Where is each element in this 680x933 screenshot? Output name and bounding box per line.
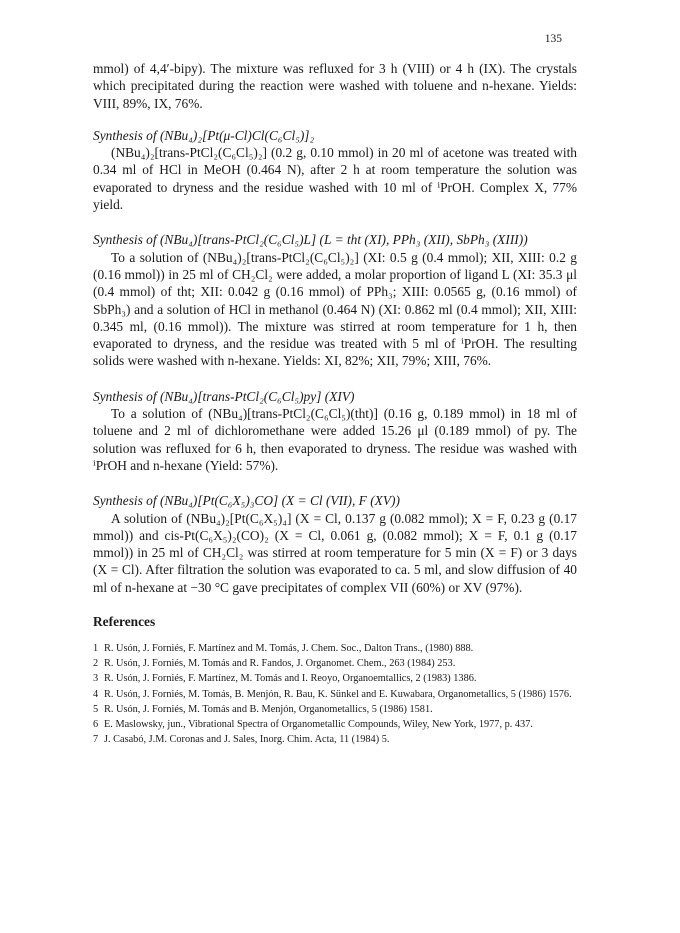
section-2 (93, 231, 577, 369)
reference-item: 2 R. Usón, J. Forniés, M. Tomás and R. Fandos, J. Organomet. Chem., 263 (1984) 253. (93, 658, 456, 670)
reference-item: 7 J. Casabó, J.M. Coronas and J. Sales, Inorg. Chim. Acta, 11 (1984) 5. (93, 734, 390, 746)
reference-item: 4 R. Usón, J. Forniés, M. Tomás, B. Menjón, R. Bau, K. Sünkel and E. Kuwabara, Organometallics, 5 (1986) 1576. (93, 688, 572, 700)
section-heading: Synthesis of (NBu₄)[trans-PtCl₂(C₆Cl₅)L] (L = tht (XI), PPh₃ (XII), SbPh₃ (XIII)) (93, 232, 528, 248)
section-3 (93, 388, 577, 474)
references-list (93, 642, 577, 747)
section-heading: Synthesis of (NBu₄)₂[Pt(μ-Cl)Cl(C₆Cl₅)]₂ (93, 127, 315, 143)
page-number: 135 (544, 33, 562, 45)
section-4 (93, 492, 577, 596)
reference-item: 6 E. Maslowsky, jun., Vibrational Spectra of Organometallic Compounds, Wiley, New York, 1977, p. 437. (93, 719, 533, 731)
section-heading: Synthesis of (NBu₄)[trans-PtCl₂(C₆Cl₅)py] (XIV) (93, 388, 355, 404)
reference-item: 5 R. Usón, J. Forniés, M. Tomás and B. Menjón, Organometallics, 5 (1986) 1581. (93, 703, 433, 715)
intro-paragraph: mmol) of 4,4′-bipy). The mixture was refluxed for 3 h (VIII) or 4 h (IX). The crystals which precipitated during the reaction were washed with toluene and n-hexane. Yields: VIII, 89%, IX, 76%. (93, 61, 577, 111)
references-title: References (93, 614, 156, 630)
article-body (93, 60, 577, 748)
section-body: (NBu₄)₂[trans-PtCl₂(C₆Cl₅)₂] (0.2 g, 0.10 mmol) in 20 ml of acetone was treated with 0.34 ml of HCl in MeOH (0.464 N), after 2 h at room temperature the solution was evaporated to dryness and the residue washed with 10 ml of ⁱPrOH. Complex X, 77% yield. (93, 145, 577, 213)
reference-item: 1 R. Usón, J. Forniés, F. Martínez and M. Tomás, J. Chem. Soc., Dalton Trans., (1980) 888. (93, 643, 474, 655)
section-body: A solution of (NBu₄)₂[Pt(C₆X₅)₄] (X = Cl, 0.137 g (0.082 mmol); X = F, 0.23 g (0.17 mmol)) and cis-Pt(C₆X₅)₂(CO)₂ (X = Cl, 0.061 g, (0.082 mmol); X = F, 0.1 g (0.17 mmol)) in 25 ml of CH₂Cl₂ was stirred at room temperature for 5 min (X = F) or 3 days (X = Cl). After filtration the solution was evaporated to ca. 5 ml, and slow diffusion of 40 ml of n-hexane at −30 °C gave precipitates of complex VII (60%) or XV (97%). (93, 510, 577, 595)
section-body: To a solution of (NBu₄)[trans-PtCl₂(C₆Cl₅)(tht)] (0.16 g, 0.189 mmol) in 18 ml of toluene and 2 ml of dichloromethane were added 15.26 μl (0.189 mmol) of py. The solution was refluxed for 6 h, then evaporated to dryness. The residue was washed with ⁱPrOH and n-hexane (Yield: 57%). (93, 406, 577, 473)
section-1 (93, 127, 577, 213)
section-body: To a solution of (NBu₄)₂[trans-PtCl₂(C₆Cl₅)₂] (XI: 0.5 g (0.4 mmol); XII, XIII: 0.2 g (0.16 mmol)) in 25 ml of CH₂Cl₂ were added, a molar proportion of ligand L (XI: 35.3 μl (0.4 mmol) of tht; XII: 0.042 g (0.16 mmol) of PPh₃; XIII: 0.0565 g, (0.16 mmol) of SbPh₃) and a solution of HCl in methanol (0.464 N) (XI: 0.862 ml (0.4 mmol); XII, XIII: 0.345 ml, (0.16 mmol)). The mixture was stirred at room temperature for 1 h, then evaporated to dryness, and the residue was treated with 5 ml of ⁱPrOH. The resulting solids were washed with n-hexane. Yields: XI, 82%; XII, 79%; XIII, 76%. (93, 249, 577, 369)
reference-item: 3 R. Usón, J. Forniés, F. Martínez, M. Tomás and I. Reoyo, Organoemtallics, 2 (1983) 1386. (93, 673, 477, 685)
section-heading: Synthesis of (NBu₄)[Pt(C₆X₅)₃CO] (X = Cl (VII), F (XV)) (93, 493, 400, 509)
